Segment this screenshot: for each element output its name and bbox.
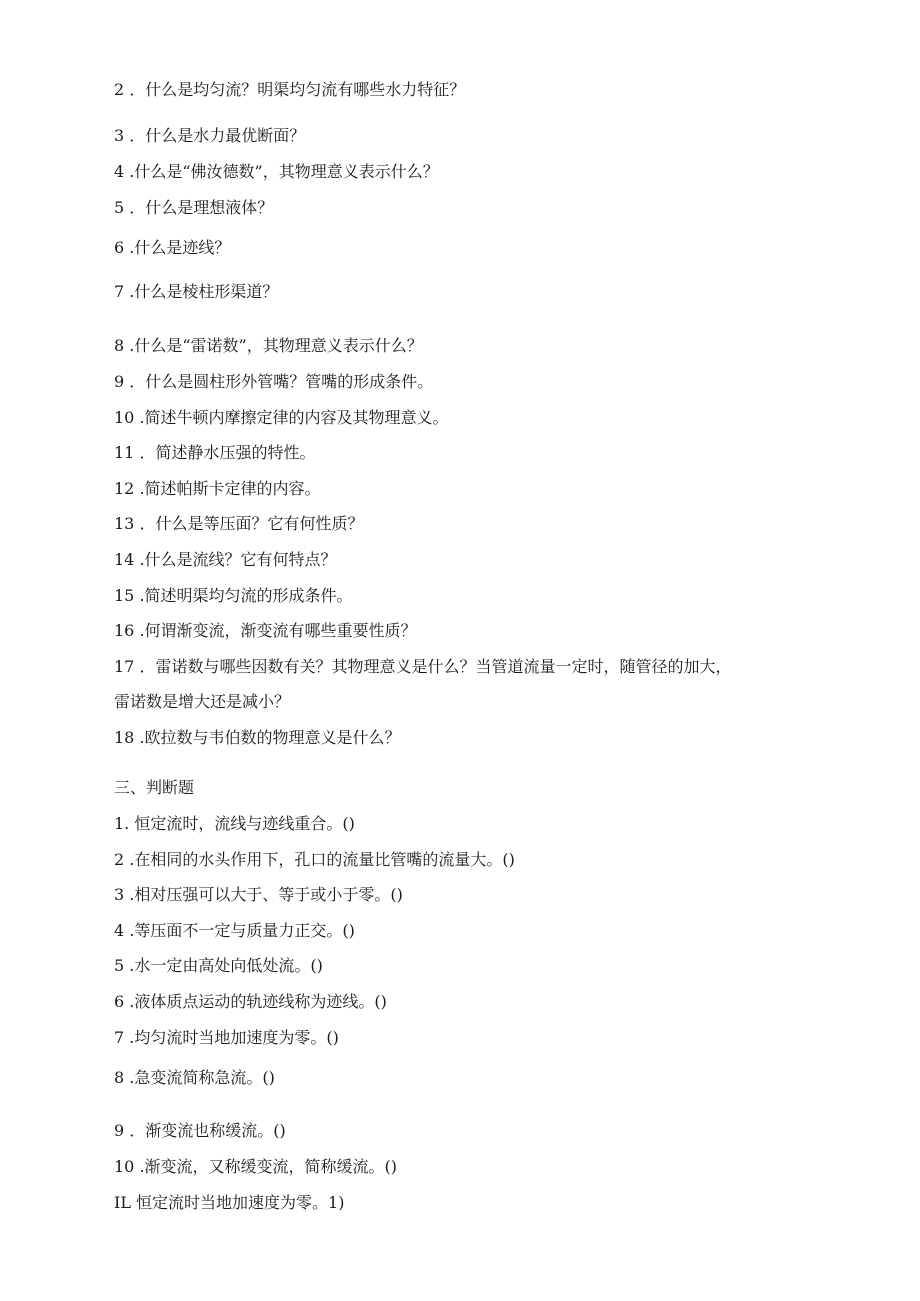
section-title: 三、判断题 bbox=[114, 778, 195, 797]
judgement-item-2: 2 .在相同的水头作用下，孔口的流量比管嘴的流量大。() bbox=[114, 850, 515, 869]
question-14: 14 .什么是流线？它有何特点？ bbox=[114, 550, 337, 569]
question-17: 17 ．雷诺数与哪些因数有关？其物理意义是什么？当管道流量一定时，随管径的加大， bbox=[114, 657, 732, 676]
question-8: 8 .什么是“雷诺数”，其物理意义表示什么？ bbox=[114, 336, 423, 355]
question-3: 3 ．什么是水力最优断面？ bbox=[114, 126, 306, 145]
judgement-item-11: IL 恒定流时当地加速度为零。1) bbox=[114, 1193, 345, 1212]
question-5: 5 ．什么是理想液体？ bbox=[114, 198, 274, 217]
judgement-item-10: 10 .渐变流，又称缓变流，简称缓流。() bbox=[114, 1157, 398, 1176]
question-12: 12 .简述帕斯卡定律的内容。 bbox=[114, 479, 321, 498]
question-9: 9 ．什么是圆柱形外管嘴？管嘴的形成条件。 bbox=[114, 372, 434, 391]
question-6: 6 .什么是迹线？ bbox=[114, 238, 231, 257]
question-4: 4 .什么是“佛汝德数”，其物理意义表示什么？ bbox=[114, 162, 439, 181]
question-7: 7 .什么是棱柱形渠道？ bbox=[114, 282, 279, 301]
question-11: 11 ．简述静水压强的特性。 bbox=[114, 443, 316, 462]
question-10: 10 .简述牛顿内摩擦定律的内容及其物理意义。 bbox=[114, 408, 449, 427]
judgement-item-5: 5 .水一定由高处向低处流。() bbox=[114, 956, 323, 975]
question-13: 13 ．什么是等压面？它有何性质？ bbox=[114, 514, 364, 533]
judgement-item-8: 8 .急变流简称急流。() bbox=[114, 1068, 275, 1087]
question-15: 15 .简述明渠均匀流的形成条件。 bbox=[114, 586, 353, 605]
question-16: 16 .何谓渐变流，渐变流有哪些重要性质？ bbox=[114, 621, 417, 640]
question-2: 2 ．什么是均匀流？明渠均匀流有哪些水力特征？ bbox=[114, 80, 466, 99]
judgement-item-4: 4 .等压面不一定与质量力正交。() bbox=[114, 921, 355, 940]
question-17-continued: 雷诺数是增大还是减小？ bbox=[114, 692, 291, 711]
question-18: 18 .欧拉数与韦伯数的物理意义是什么？ bbox=[114, 728, 401, 747]
judgement-item-1: 1. 恒定流时，流线与迹线重合。() bbox=[114, 814, 355, 833]
judgement-item-6: 6 .液体质点运动的轨迹线称为迹线。() bbox=[114, 992, 387, 1011]
judgement-item-3: 3 .相对压强可以大于、等于或小于零。() bbox=[114, 885, 403, 904]
judgement-item-9: 9 ．渐变流也称缓流。() bbox=[114, 1121, 286, 1140]
judgement-item-7: 7 .均匀流时当地加速度为零。() bbox=[114, 1028, 339, 1047]
